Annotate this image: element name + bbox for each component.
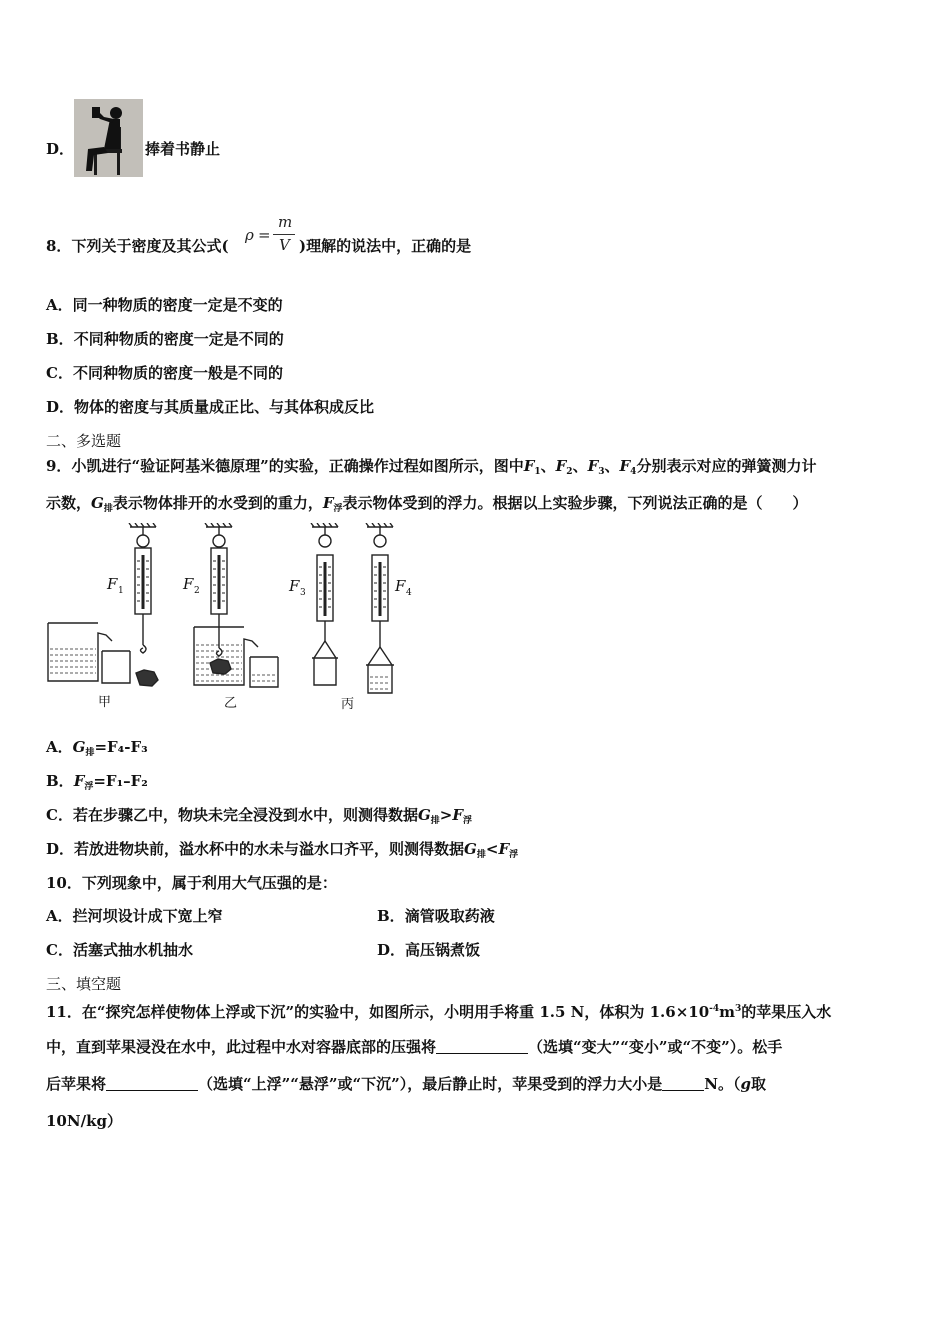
- q9-text: 小凯进行“验证阿基米德原理”的实验，正确操作过程如图所示，图中: [71, 457, 524, 475]
- q8-option-c: [46, 363, 283, 383]
- label-f3: F: [289, 577, 300, 595]
- q11-text: 后苹果将: [46, 1075, 107, 1093]
- catch-beaker-1: [102, 651, 130, 683]
- q9-option-c: [46, 805, 472, 831]
- sep: 、: [540, 457, 556, 475]
- option-expr: =F₁–F₂: [93, 772, 148, 790]
- option-label: A．: [46, 907, 73, 925]
- sub-pai: 排: [476, 850, 486, 860]
- catch-beaker-2: [250, 657, 278, 687]
- q8-option-d: [46, 397, 374, 417]
- density-formula: [243, 213, 303, 257]
- caption-jia: 甲: [98, 695, 112, 710]
- var-g: G: [464, 840, 477, 858]
- spring-balance-4: [366, 523, 393, 665]
- formula-equals: =: [258, 226, 271, 244]
- var-f: F: [452, 806, 464, 824]
- q8-stem-after: )理解的说法中，正确的是: [299, 237, 472, 255]
- q11-text: 在“探究怎样使物体上浮或下沉”的实验中，如图所示，小明用手将重 1.5 N，体积为 1.6×10: [81, 1003, 710, 1021]
- q9-option-a: [46, 737, 148, 763]
- option-label: D．: [377, 941, 406, 959]
- q8-stem-before: 下列关于密度及其公式(: [71, 237, 229, 255]
- option-expr: =F₄-F₃: [94, 738, 148, 756]
- var-f: F: [523, 457, 535, 475]
- hanging-beaker-empty: [312, 658, 338, 685]
- q11-line3: [46, 1074, 766, 1094]
- q9-stem-line1: [46, 456, 816, 482]
- q10-option-a: [46, 906, 223, 926]
- label-f4: F: [395, 577, 406, 595]
- option-label: D．: [46, 840, 75, 858]
- option-text: 不同种物质的密度一定是不同的: [73, 330, 284, 348]
- var-f: F: [555, 457, 567, 475]
- spring-balance-1: [129, 523, 156, 653]
- option-text: 若在步骤乙中，物块未完全浸没到水中，则测得数据: [72, 806, 418, 824]
- q11-line2: [46, 1037, 782, 1057]
- var-f: F: [73, 772, 85, 790]
- sub-pai: 排: [430, 816, 440, 826]
- caption-bing: 丙: [341, 697, 355, 712]
- answer-blank-buoyancy[interactable]: [662, 1074, 704, 1091]
- label-f2: F: [183, 575, 194, 593]
- formula-rho: ρ: [245, 226, 254, 244]
- option-label: A．: [46, 296, 73, 314]
- exponent: 3: [735, 1004, 742, 1014]
- sub-4: 4: [630, 467, 637, 477]
- sub-2: 2: [566, 467, 573, 477]
- option-label: B．: [377, 907, 405, 925]
- q8-stem: [46, 236, 229, 256]
- option-label: D．: [46, 398, 75, 416]
- experiment-diagram: [44, 523, 424, 723]
- q9-text: 表示物体受到的浮力。根据以上实验步骤，下列说法正确的是（ ）: [342, 494, 808, 512]
- sub-pai: 排: [85, 748, 95, 758]
- label-f1-sub: 1: [118, 586, 124, 596]
- q9-option-d: [46, 839, 518, 865]
- person-sitting-reading-icon: [74, 99, 143, 177]
- var-g: G: [417, 806, 431, 824]
- q8-option-a: [46, 295, 283, 315]
- var-f: F: [587, 457, 599, 475]
- q10-stem-text: 下列现象中，属于利用大气压强的是：: [81, 874, 337, 892]
- archimedes-experiment-figure: [44, 523, 424, 723]
- var-g: G: [72, 738, 86, 756]
- q9-text: 表示物体排开的水受到的重力，: [112, 494, 323, 512]
- var-f: F: [322, 494, 334, 512]
- relation: >: [439, 806, 453, 824]
- q8-number: 8．: [46, 237, 72, 255]
- option-text: 高压锅煮饭: [405, 941, 481, 959]
- hanging-beaker-water: [366, 665, 394, 693]
- sub-fu: 浮: [333, 504, 343, 514]
- q9-number: 9．: [46, 457, 72, 475]
- q11-text: 中，直到苹果浸没在水中，此过程中水对容器底部的压强将: [46, 1038, 437, 1056]
- sub-pai: 排: [103, 504, 113, 514]
- sub-fu: 浮: [84, 782, 94, 792]
- spring-balance-2: [205, 523, 232, 656]
- q10-stem: [46, 873, 337, 893]
- q11-text: （选填“变大”“变小”或“不变”）。松手: [528, 1038, 783, 1056]
- q8-option-b: [46, 329, 284, 349]
- option-label: B．: [46, 772, 74, 790]
- spring-balance-3: [311, 523, 338, 658]
- option-text: 滴管吸取药液: [404, 907, 495, 925]
- q10-option-c: [46, 940, 193, 960]
- option-text: 物体的密度与其质量成正比、与其体积成反比: [74, 398, 375, 416]
- formula-denominator: V: [279, 236, 290, 254]
- relation: <: [485, 840, 499, 858]
- sep: 、: [604, 457, 620, 475]
- sub-fu: 浮: [463, 816, 473, 826]
- q11-number: 11．: [46, 1003, 82, 1021]
- q11-text: （选填“上浮”“悬浮”或“下沉”），最后静止时，苹果受到的浮力大小是: [198, 1075, 663, 1093]
- option-label: A．: [46, 738, 73, 756]
- label-f3-sub: 3: [300, 588, 306, 598]
- rock-1: [136, 670, 158, 686]
- option-text: 同一种物质的密度一定是不变的: [72, 296, 283, 314]
- option-text: 若放进物块前，溢水杯中的水未与溢水口齐平，则测得数据: [74, 840, 465, 858]
- q7-option-d-label: D．: [46, 140, 75, 158]
- option-text: 活塞式抽水机抽水: [72, 941, 193, 959]
- q9-stem-line2: [46, 493, 808, 519]
- option-label: C．: [46, 941, 73, 959]
- q11-line1: [46, 999, 831, 1022]
- label-f4-sub: 4: [406, 588, 412, 598]
- q9-text: 示数，: [46, 494, 92, 512]
- q10-option-d: [377, 940, 480, 960]
- label-f2-sub: 2: [194, 586, 200, 596]
- q11-text: 取: [751, 1075, 767, 1093]
- answer-blank-motion[interactable]: [106, 1074, 198, 1091]
- option-label: B．: [46, 330, 74, 348]
- option-text: 不同种物质的密度一般是不同的: [72, 364, 283, 382]
- q9-option-b: [46, 771, 148, 797]
- unit: m: [719, 1003, 736, 1021]
- var-g: G: [91, 494, 104, 512]
- q11-line4: 10N/kg）: [46, 1112, 122, 1130]
- var-f: F: [619, 457, 631, 475]
- option-text: 拦河坝设计成下宽上窄: [72, 907, 223, 925]
- option-label: C．: [46, 364, 73, 382]
- exponent: -4: [709, 1004, 720, 1014]
- label-f1: F: [107, 575, 118, 593]
- option-label: C．: [46, 806, 73, 824]
- q7-option-d-text: 捧着书静止: [145, 140, 221, 158]
- q10-option-b: [377, 906, 495, 926]
- caption-yi: 乙: [224, 696, 238, 711]
- formula-fraction-bar: [273, 234, 295, 235]
- q9-text: 分别表示对应的弹簧测力计: [636, 457, 817, 475]
- answer-blank-pressure[interactable]: [436, 1037, 528, 1054]
- q11-text: N。（: [704, 1075, 741, 1093]
- person-reading-photo: [74, 99, 143, 177]
- section-title-multiple-choice: 二、多选题: [46, 432, 122, 450]
- sub-1: 1: [534, 467, 541, 477]
- var-g-small: g: [740, 1075, 752, 1093]
- q10-number: 10．: [46, 874, 82, 892]
- q11-text: 的苹果压入水: [741, 1003, 832, 1021]
- q7-option-d: [46, 139, 74, 159]
- formula-numerator: m: [278, 213, 293, 231]
- var-f: F: [498, 840, 510, 858]
- sub-fu: 浮: [509, 850, 519, 860]
- section-title-fill-in: 三、填空题: [46, 975, 122, 993]
- sub-3: 3: [598, 467, 605, 477]
- overflow-cup-2: [194, 627, 258, 685]
- sep: 、: [572, 457, 588, 475]
